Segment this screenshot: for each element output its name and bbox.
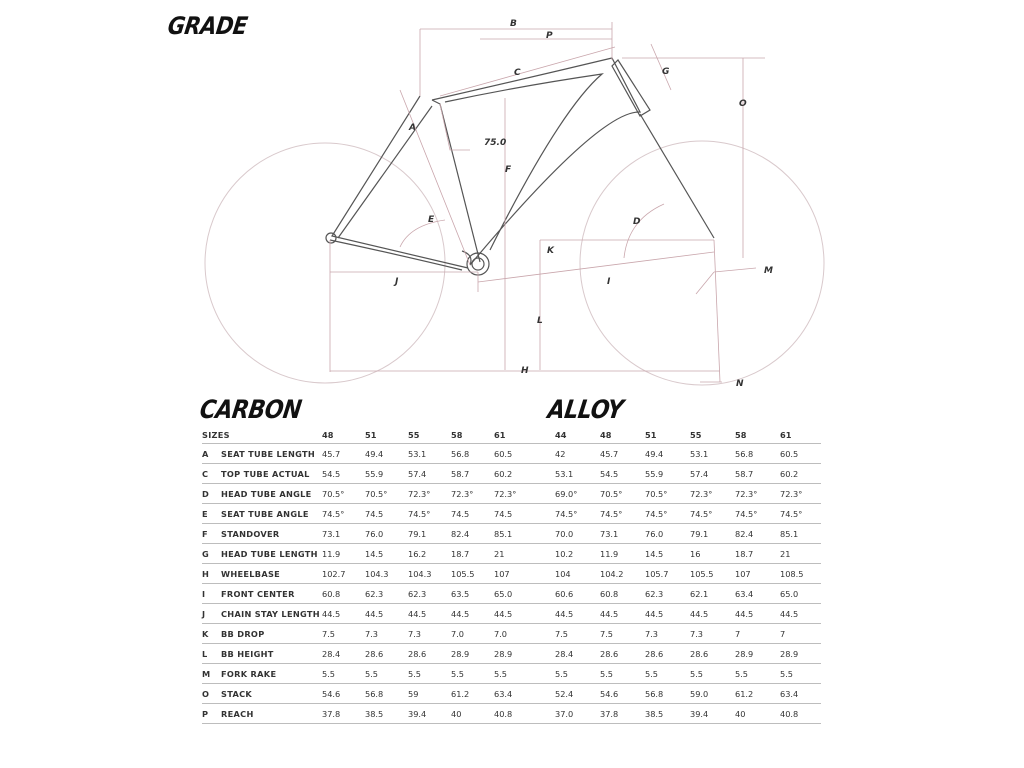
table-cell: 44.5 [645, 604, 690, 624]
table-cell: 45.7 [322, 444, 365, 464]
table-cell: 5.5 [780, 664, 821, 684]
table-row [555, 504, 821, 524]
table-cell: 28.9 [451, 644, 494, 664]
sizes-label: SIZES [202, 426, 322, 444]
table-cell: 74.5° [600, 504, 645, 524]
measure-code: J [202, 604, 221, 624]
table-cell: 5.5 [645, 664, 690, 684]
table-cell: 63.4 [735, 584, 780, 604]
table-cell: 40.8 [494, 704, 563, 724]
table-cell: 60.2 [780, 464, 821, 484]
table-cell: 79.1 [408, 524, 451, 544]
table-cell: 40 [735, 704, 780, 724]
table-cell: 70.5° [365, 484, 408, 504]
table-row [202, 544, 563, 564]
table-cell: 52.4 [555, 684, 600, 704]
table-row [202, 624, 563, 644]
table-cell: 82.4 [451, 524, 494, 544]
dim-label-h: H [521, 366, 529, 376]
table-cell: 107 [494, 564, 563, 584]
table-cell: 62.3 [408, 584, 451, 604]
measure-code: O [202, 684, 221, 704]
table-cell: 104.3 [365, 564, 408, 584]
table-row [202, 444, 563, 464]
bike-frame [326, 58, 714, 275]
table-row [555, 444, 821, 464]
table-row [555, 564, 821, 584]
table-cell: 14.5 [365, 544, 408, 564]
table-cell: 69.0° [555, 484, 600, 504]
measure-label: REACH [221, 704, 322, 724]
alloy-geometry-table [555, 426, 821, 724]
rear-wheel [205, 143, 445, 383]
size-header: 55 [408, 426, 451, 444]
table-row [555, 684, 821, 704]
size-header: 44 [555, 426, 600, 444]
table-cell: 72.3° [690, 484, 735, 504]
measure-label: BB HEIGHT [221, 644, 322, 664]
table-cell: 85.1 [494, 524, 563, 544]
table-cell: 38.5 [365, 704, 408, 724]
size-header: 48 [322, 426, 365, 444]
table-cell: 62.1 [690, 584, 735, 604]
table-cell: 5.5 [408, 664, 451, 684]
table-cell: 74.5° [735, 504, 780, 524]
table-row [202, 704, 563, 724]
measure-label: FRONT CENTER [221, 584, 322, 604]
table-cell: 62.3 [645, 584, 690, 604]
table-row [555, 484, 821, 504]
table-cell: 61.2 [451, 684, 494, 704]
measure-code: D [202, 484, 221, 504]
table-cell: 7.3 [645, 624, 690, 644]
table-cell: 5.5 [555, 664, 600, 684]
size-header: 55 [690, 426, 735, 444]
table-cell: 73.1 [322, 524, 365, 544]
brand-logo: GRADE [166, 12, 249, 40]
table-cell: 61.2 [735, 684, 780, 704]
size-header: 61 [494, 426, 563, 444]
table-cell: 7.5 [600, 624, 645, 644]
table-row [202, 484, 563, 504]
table-row [202, 644, 563, 664]
table-cell: 104.3 [408, 564, 451, 584]
measure-code: L [202, 644, 221, 664]
table-cell: 55.9 [365, 464, 408, 484]
table-cell: 28.6 [690, 644, 735, 664]
table-cell: 56.8 [451, 444, 494, 464]
table-cell: 60.8 [322, 584, 365, 604]
table-cell: 7.5 [555, 624, 600, 644]
table-cell: 7.3 [408, 624, 451, 644]
table-row [555, 664, 821, 684]
measure-code: A [202, 444, 221, 464]
table-cell: 18.7 [451, 544, 494, 564]
table-cell: 74.5° [555, 504, 600, 524]
dim-label-c: C [514, 68, 521, 78]
table-cell: 28.6 [645, 644, 690, 664]
size-header: 61 [780, 426, 821, 444]
front-wheel [580, 141, 824, 385]
table-row [202, 584, 563, 604]
dim-label-a: A [409, 123, 416, 133]
table-cell: 57.4 [690, 464, 735, 484]
table-cell: 70.5° [322, 484, 365, 504]
measure-code: H [202, 564, 221, 584]
table-cell: 44.5 [780, 604, 821, 624]
table-cell: 44.5 [365, 604, 408, 624]
table-cell: 56.8 [735, 444, 780, 464]
table-cell: 40 [451, 704, 494, 724]
table-cell: 5.5 [600, 664, 645, 684]
dim-label-m: M [764, 266, 773, 276]
carbon-sizes-row [202, 426, 563, 444]
measure-code: F [202, 524, 221, 544]
dim-label-i: I [607, 277, 611, 287]
table-cell: 56.8 [365, 684, 408, 704]
measure-code: P [202, 704, 221, 724]
table-cell: 10.2 [555, 544, 600, 564]
carbon-geometry-table [202, 426, 563, 724]
measure-label: TOP TUBE ACTUAL [221, 464, 322, 484]
table-cell: 37.8 [600, 704, 645, 724]
table-cell: 38.5 [645, 704, 690, 724]
measure-code: M [202, 664, 221, 684]
table-cell: 39.4 [408, 704, 451, 724]
table-cell: 65.0 [494, 584, 563, 604]
size-header: 51 [645, 426, 690, 444]
measure-label: FORK RAKE [221, 664, 322, 684]
table-cell: 76.0 [365, 524, 408, 544]
table-cell: 28.6 [600, 644, 645, 664]
table-cell: 7 [735, 624, 780, 644]
table-cell: 72.3° [494, 484, 563, 504]
measure-code: E [202, 504, 221, 524]
measure-code: K [202, 624, 221, 644]
table-cell: 54.6 [322, 684, 365, 704]
table-cell: 63.4 [780, 684, 821, 704]
table-row [555, 624, 821, 644]
table-cell: 16.2 [408, 544, 451, 564]
measure-code: I [202, 584, 221, 604]
table-cell: 105.5 [451, 564, 494, 584]
table-row [202, 464, 563, 484]
table-cell: 5.5 [690, 664, 735, 684]
size-header: 48 [600, 426, 645, 444]
table-cell: 44.5 [690, 604, 735, 624]
table-cell: 55.9 [645, 464, 690, 484]
table-cell: 57.4 [408, 464, 451, 484]
table-cell: 59 [408, 684, 451, 704]
measure-code: G [202, 544, 221, 564]
dim-label-e: E [428, 215, 435, 225]
table-cell: 28.4 [322, 644, 365, 664]
table-cell: 70.5° [645, 484, 690, 504]
table-cell: 74.5° [408, 504, 451, 524]
table-cell: 74.5 [451, 504, 494, 524]
table-cell: 56.8 [645, 684, 690, 704]
dim-label-angle: 75.0 [484, 138, 507, 148]
table-cell: 7.0 [451, 624, 494, 644]
table-cell: 7 [780, 624, 821, 644]
table-cell: 5.5 [322, 664, 365, 684]
table-cell: 53.1 [690, 444, 735, 464]
size-header: 58 [735, 426, 780, 444]
table-cell: 76.0 [645, 524, 690, 544]
carbon-title: CARBON [197, 396, 303, 425]
table-cell: 74.5° [690, 504, 735, 524]
table-row [202, 604, 563, 624]
table-cell: 54.5 [600, 464, 645, 484]
table-cell: 60.6 [555, 584, 600, 604]
dim-label-l: L [537, 316, 543, 326]
table-cell: 44.5 [408, 604, 451, 624]
table-cell: 72.3° [408, 484, 451, 504]
table-cell: 74.5° [645, 504, 690, 524]
size-header: 51 [365, 426, 408, 444]
table-cell: 74.5 [494, 504, 563, 524]
table-cell: 60.5 [494, 444, 563, 464]
table-cell: 104 [555, 564, 600, 584]
table-cell: 53.1 [408, 444, 451, 464]
table-cell: 5.5 [735, 664, 780, 684]
table-cell: 59.0 [690, 684, 735, 704]
table-cell: 42 [555, 444, 600, 464]
dim-label-d: D [633, 217, 641, 227]
table-cell: 104.2 [600, 564, 645, 584]
table-cell: 16 [690, 544, 735, 564]
table-cell: 60.8 [600, 584, 645, 604]
table-cell: 70.0 [555, 524, 600, 544]
table-cell: 85.1 [780, 524, 821, 544]
table-cell: 73.1 [600, 524, 645, 544]
table-row [202, 504, 563, 524]
table-cell: 60.5 [780, 444, 821, 464]
table-row [555, 704, 821, 724]
table-cell: 62.3 [365, 584, 408, 604]
table-cell: 21 [494, 544, 563, 564]
table-cell: 28.9 [780, 644, 821, 664]
table-cell: 65.0 [780, 584, 821, 604]
measure-code: C [202, 464, 221, 484]
measure-label: STANDOVER [221, 524, 322, 544]
table-cell: 11.9 [600, 544, 645, 564]
alloy-title: ALLOY [545, 396, 625, 425]
table-cell: 107 [735, 564, 780, 584]
table-cell: 28.6 [408, 644, 451, 664]
table-cell: 63.5 [451, 584, 494, 604]
measure-label: BB DROP [221, 624, 322, 644]
table-cell: 58.7 [451, 464, 494, 484]
dim-label-j: J [395, 277, 399, 287]
table-cell: 54.5 [322, 464, 365, 484]
table-cell: 44.5 [322, 604, 365, 624]
table-row [555, 464, 821, 484]
measure-label: CHAIN STAY LENGTH [221, 604, 322, 624]
dim-label-f: F [505, 165, 512, 175]
table-row [202, 664, 563, 684]
table-cell: 105.5 [690, 564, 735, 584]
table-cell: 102.7 [322, 564, 365, 584]
table-cell: 53.1 [555, 464, 600, 484]
table-cell: 45.7 [600, 444, 645, 464]
table-cell: 5.5 [494, 664, 563, 684]
table-cell: 21 [780, 544, 821, 564]
table-cell: 44.5 [735, 604, 780, 624]
dim-label-g: G [662, 67, 670, 77]
table-cell: 28.9 [494, 644, 563, 664]
table-cell: 72.3° [735, 484, 780, 504]
table-cell: 40.8 [780, 704, 821, 724]
table-cell: 60.2 [494, 464, 563, 484]
dim-label-p: P [546, 31, 553, 41]
table-cell: 74.5° [322, 504, 365, 524]
table-cell: 5.5 [451, 664, 494, 684]
table-cell: 44.5 [494, 604, 563, 624]
size-header: 58 [451, 426, 494, 444]
table-cell: 44.5 [451, 604, 494, 624]
alloy-sizes-row [555, 426, 821, 444]
measure-label: SEAT TUBE LENGTH [221, 444, 322, 464]
table-cell: 79.1 [690, 524, 735, 544]
table-cell: 74.5° [780, 504, 821, 524]
table-cell: 82.4 [735, 524, 780, 544]
table-row [555, 604, 821, 624]
table-row [202, 684, 563, 704]
table-cell: 72.3° [780, 484, 821, 504]
dimension-labels [393, 19, 773, 389]
table-cell: 7.0 [494, 624, 563, 644]
table-cell: 28.4 [555, 644, 600, 664]
dim-label-n: N [736, 379, 744, 389]
table-row [555, 644, 821, 664]
table-cell: 28.9 [735, 644, 780, 664]
table-row [202, 524, 563, 544]
measure-label: HEAD TUBE ANGLE [221, 484, 322, 504]
table-cell: 39.4 [690, 704, 735, 724]
measure-label: HEAD TUBE LENGTH [221, 544, 322, 564]
table-row [555, 544, 821, 564]
table-cell: 54.6 [600, 684, 645, 704]
table-row [202, 564, 563, 584]
measure-label: SEAT TUBE ANGLE [221, 504, 322, 524]
table-cell: 37.8 [322, 704, 365, 724]
table-cell: 44.5 [600, 604, 645, 624]
table-cell: 7.5 [322, 624, 365, 644]
dim-label-k: K [547, 246, 554, 256]
measure-label: WHEELBASE [221, 564, 322, 584]
table-cell: 7.3 [365, 624, 408, 644]
table-cell: 49.4 [365, 444, 408, 464]
table-row [555, 524, 821, 544]
table-cell: 58.7 [735, 464, 780, 484]
table-cell: 44.5 [555, 604, 600, 624]
dim-label-o: O [739, 99, 747, 109]
measure-label: STACK [221, 684, 322, 704]
table-row [555, 584, 821, 604]
dimension-lines [330, 22, 765, 382]
table-cell: 18.7 [735, 544, 780, 564]
table-cell: 37.0 [555, 704, 600, 724]
table-cell: 11.9 [322, 544, 365, 564]
table-cell: 105.7 [645, 564, 690, 584]
table-cell: 5.5 [365, 664, 408, 684]
table-cell: 7.3 [690, 624, 735, 644]
table-cell: 49.4 [645, 444, 690, 464]
table-cell: 28.6 [365, 644, 408, 664]
table-cell: 14.5 [645, 544, 690, 564]
table-cell: 70.5° [600, 484, 645, 504]
table-cell: 108.5 [780, 564, 821, 584]
table-cell: 63.4 [494, 684, 563, 704]
dim-label-b: B [510, 19, 517, 29]
table-cell: 74.5 [365, 504, 408, 524]
table-cell: 72.3° [451, 484, 494, 504]
